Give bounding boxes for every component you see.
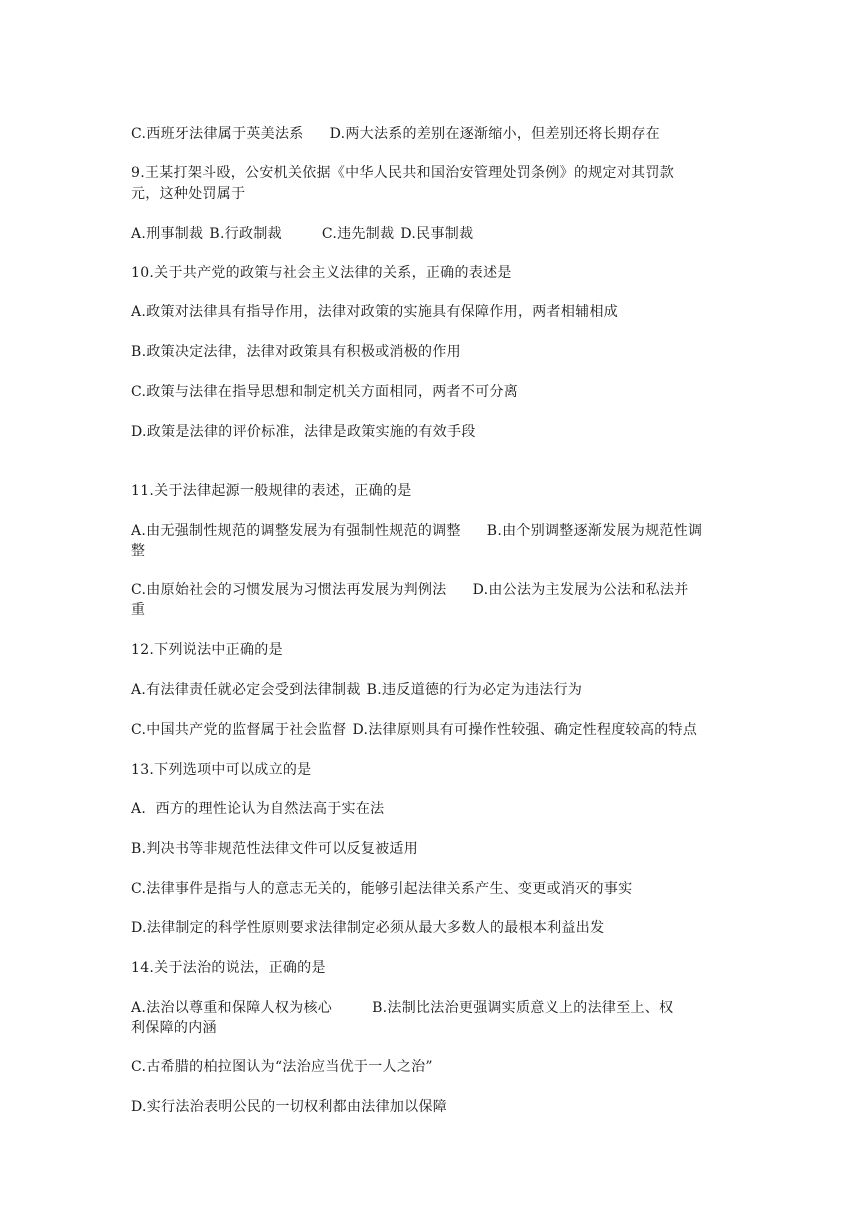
q12-option-a: A.有法律责任就必定会受到法律制裁 bbox=[131, 682, 361, 698]
q9-options bbox=[131, 224, 751, 244]
q10-option-b: B.政策决定法律，法律对政策具有积极或消极的作用 bbox=[131, 344, 461, 360]
q8-option-c: C.西班牙法律属于英美法系 bbox=[131, 126, 304, 142]
q11-stem: 11.关于法律起源一般规律的表述，正确的是 bbox=[131, 483, 412, 499]
q9-option-a: A.刑事制裁 bbox=[131, 226, 204, 242]
q12-options-ab bbox=[131, 680, 751, 700]
q11-option-b-cont: 整 bbox=[131, 543, 146, 559]
q11-option-a: A.由无强制性规范的调整发展为有强制性规范的调整 bbox=[131, 523, 461, 539]
q12-option-b: B.违反道德的行为必定为违法行为 bbox=[366, 682, 583, 698]
q14-options-ab bbox=[131, 998, 751, 1018]
q14-option-c: C.古希腊的柏拉图认为“法治应当优于一人之治” bbox=[131, 1059, 433, 1075]
q13-option-a: A. 西方的理性论认为自然法高于实在法 bbox=[131, 801, 385, 817]
q10-option-d: D.政策是法律的评价标准，法律是政策实施的有效手段 bbox=[131, 424, 476, 440]
q13-option-d: D.法律制定的科学性原则要求法律制定必须从最大多数人的最根本利益出发 bbox=[131, 920, 605, 936]
q11-option-b: B.由个别调整逐渐发展为规范性调 bbox=[486, 523, 703, 539]
q8-option-d: D.两大法系的差别在逐渐缩小，但差别还将长期存在 bbox=[329, 126, 660, 142]
q13-option-b: B.判决书等非规范性法律文件可以反复被适用 bbox=[131, 841, 419, 857]
q11-options-ab bbox=[131, 521, 751, 541]
q9-option-d: D.民事制裁 bbox=[400, 226, 474, 242]
q12-option-d: D.法律原则具有可操作性较强、确定性程度较高的特点 bbox=[352, 722, 698, 738]
q9-option-c: C.违先制裁 bbox=[321, 226, 395, 242]
q14-stem: 14.关于法治的说法，正确的是 bbox=[131, 960, 326, 976]
q13-stem: 13.下列选项中可以成立的是 bbox=[131, 762, 312, 778]
q12-option-c: C.中国共产党的监督属于社会监督 bbox=[131, 722, 347, 738]
q11-options-cd bbox=[131, 580, 751, 600]
q12-stem: 12.下列说法中正确的是 bbox=[131, 642, 283, 658]
q13-option-c: C.法律事件是指与人的意志无关的，能够引起法律关系产生、变更或消灭的事实 bbox=[131, 881, 633, 897]
q14-option-a: A.法治以尊重和保障人权为核心 bbox=[131, 1000, 333, 1016]
q12-options-cd bbox=[131, 720, 751, 740]
q10-option-c: C.政策与法律在指导思想和制定机关方面相同，两者不可分离 bbox=[131, 384, 519, 400]
q14-option-b-cont: 利保障的内涵 bbox=[131, 1020, 217, 1036]
q14-option-b: B.法制比法治更强调实质意义上的法律至上、权 bbox=[372, 1000, 674, 1016]
q10-stem: 10.关于共产党的政策与社会主义法律的关系，正确的表述是 bbox=[131, 265, 512, 281]
q11-option-d: D.由公法为主发展为公法和私法并 bbox=[472, 582, 689, 598]
q9-option-b: B.行政制裁 bbox=[209, 226, 282, 242]
q8-options-cd bbox=[131, 124, 751, 144]
q11-option-c: C.由原始社会的习惯发展为习惯法再发展为判例法 bbox=[131, 582, 447, 598]
q9-stem-line1: 9.王某打架斗殴，公安机关依据《中华人民共和国治安管理处罚条例》的规定对其罚款 bbox=[131, 165, 675, 181]
q10-option-a: A.政策对法律具有指导作用，法律对政策的实施具有保障作用，两者相辅相成 bbox=[131, 304, 619, 320]
q14-option-d: D.实行法治表明公民的一切权利都由法律加以保障 bbox=[131, 1099, 448, 1115]
q11-option-d-cont: 重 bbox=[131, 602, 146, 618]
q9-stem-line2: 元，这种处罚属于 bbox=[131, 186, 246, 202]
